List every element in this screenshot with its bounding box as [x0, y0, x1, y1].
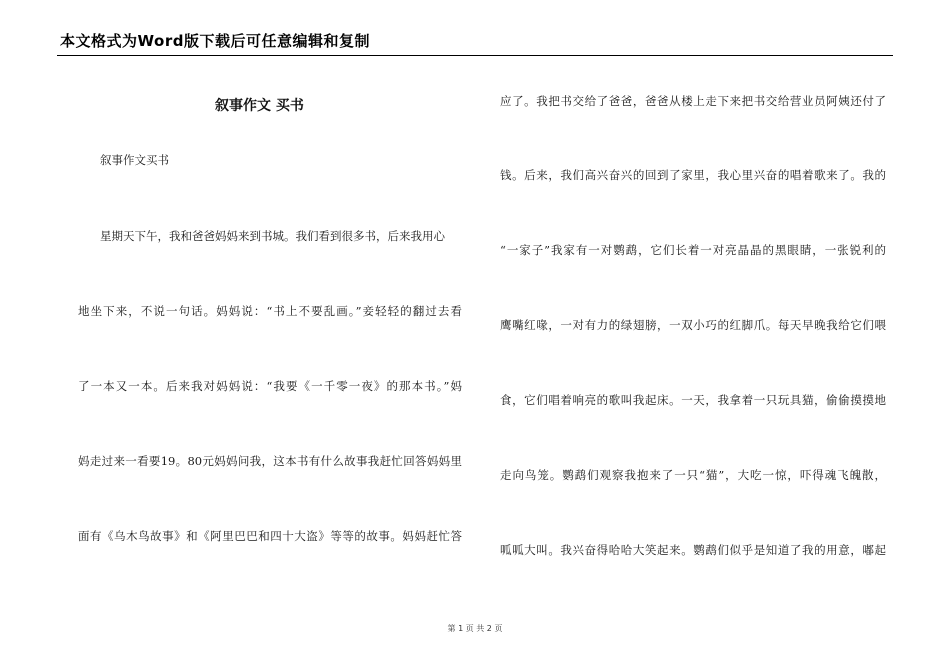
paragraph-line: 了一本又一本。后来我对妈妈说：“我要《一千零一夜》的那本书。”妈	[78, 379, 462, 393]
paragraph-line: 地坐下来，不说一句话。妈妈说：“书上不要乱画。”妾轻轻的翻过去看	[78, 304, 462, 318]
paragraph-line: 钱。后来，我们高兴奋兴的回到了家里，我心里兴奋的唱着歌来了。我的	[500, 168, 886, 182]
paragraph-line: 妈走过来一看要19。80元妈妈问我，这本书有什么故事我赶忙回答妈妈里	[78, 454, 462, 468]
paragraph-line: 星期天下午，我和爸爸妈妈来到书城。我们看到很多书，后来我用心	[100, 229, 445, 243]
document-banner: 本文格式为Word版下载后可任意编辑和复制	[60, 32, 370, 50]
subtitle-line: 叙事作文买书	[100, 153, 169, 167]
paragraph-line: 走向鸟笼。鹦鹉们观察我抱来了一只“猫”，大吃一惊，吓得魂飞魄散，	[500, 468, 886, 482]
paragraph-line: 应了。我把书交给了爸爸，爸爸从楼上走下来把书交给营业员阿姨还付了	[500, 94, 886, 108]
paragraph-line: 鹰嘴红喙，一对有力的绿翅膀，一双小巧的红脚爪。每天早晚我给它们喂	[500, 318, 886, 332]
paragraph-line: 呱呱大叫。我兴奋得哈哈大笑起来。鹦鹉们似乎是知道了我的用意，嘟起	[500, 543, 886, 557]
document-title: 叙事作文 买书	[215, 98, 304, 114]
paragraph-line: 面有《乌木鸟故事》和《阿里巴巴和四十大盗》等等的故事。妈妈赶忙答	[78, 529, 462, 543]
banner-divider	[57, 55, 893, 56]
paragraph-line: 食，它们唱着响亮的歌叫我起床。一天，我拿着一只玩具猫，偷偷摸摸地	[500, 393, 886, 407]
page-indicator: 第 1 页 共 2 页	[447, 624, 503, 633]
paragraph-line: “一家子”我家有一对鹦鹉，它们长着一对亮晶晶的黑眼睛，一张锐利的	[500, 243, 886, 257]
